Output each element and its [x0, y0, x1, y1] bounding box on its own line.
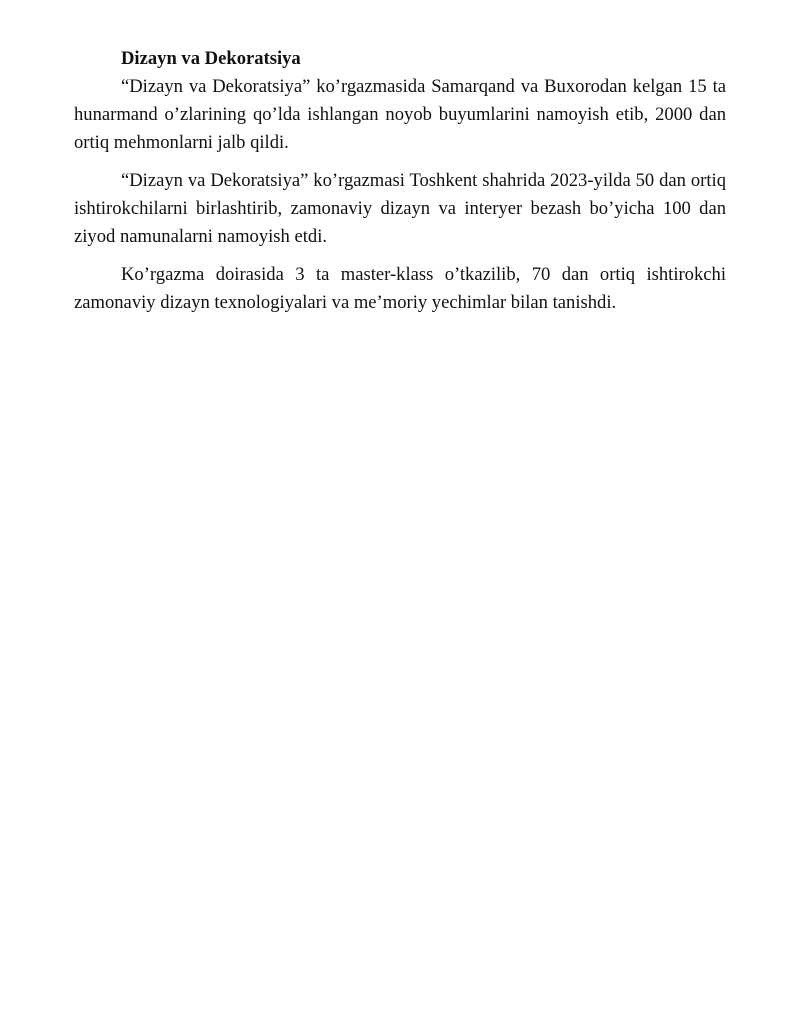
paragraph-3: Ko’rgazma doirasida 3 ta master-klass o’tkazilib, 70 dan ortiq ishtirokchi zamonaviy dizayn texnologiyalari va me’moriy yechimlar bilan tanishdi.	[74, 263, 726, 313]
document-heading: Dizayn va Dekoratsiya	[121, 48, 301, 69]
paragraph-1: “Dizayn va Dekoratsiya” ko’rgazmasida Samarqand va Buxorodan kelgan 15 ta hunarmand o’zlarining qo’lda ishlangan noyob buyumlarini namoyish etib, 2000 dan ortiq mehmonlarni jalb qildi.	[74, 75, 726, 153]
document-body	[74, 46, 726, 327]
paragraph-2: “Dizayn va Dekoratsiya” ko’rgazmasi Toshkent shahrida 2023-yilda 50 dan ortiq ishtirokchilarni birlashtirib, zamonaviy dizayn va interyer bezash bo’yicha 100 dan ziyod namunalarni namoyish etdi.	[74, 169, 726, 247]
